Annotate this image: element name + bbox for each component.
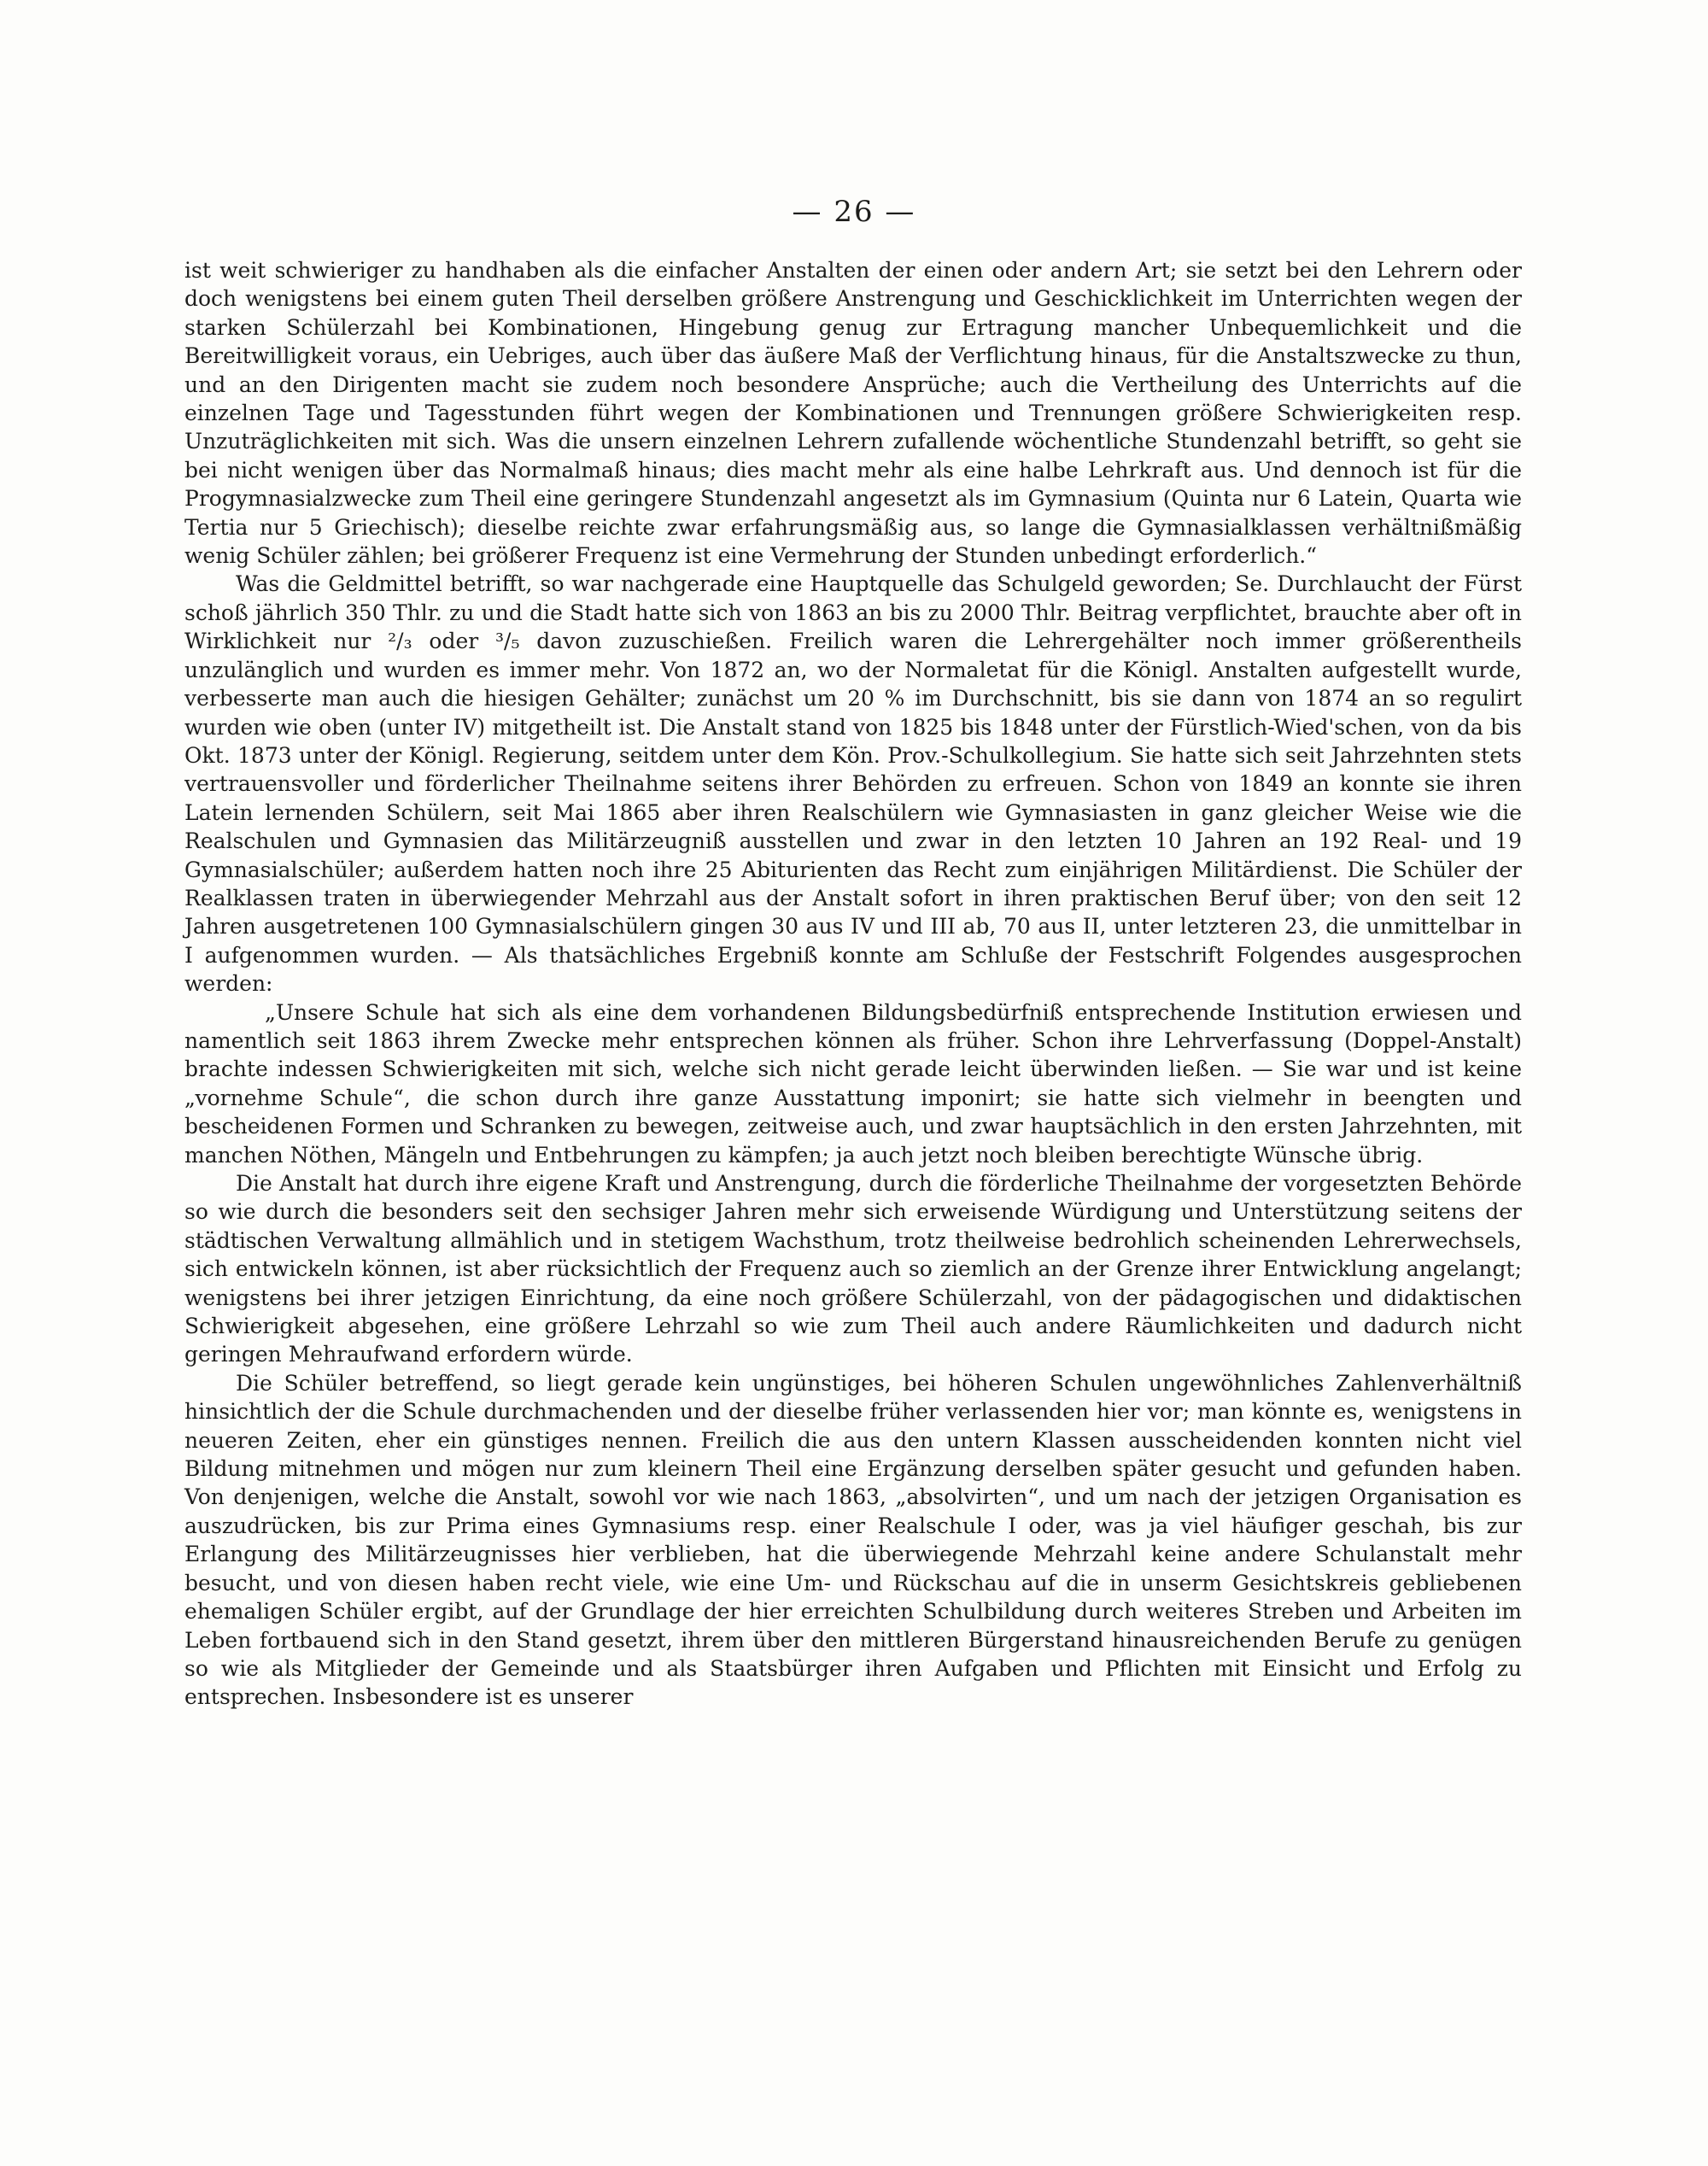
paragraph-continuation: ist weit schwieriger zu handhaben als die einfacher Anstalten der einen oder andern Art; sie setzt bei den Lehrern oder doch wenigstens bei einem guten Theil derselben größere Anstrengung und Geschicklichkeit im Unterrichten wegen der starken Schülerzahl bei Kombinationen, Hingebung genug zur Ertragung mancher Unbequemlichkeit und die Bereitwilligkeit voraus, ein Uebriges, auch über das äußere Maß der Verflichtung hinaus, für die Anstaltszwecke zu thun, und an den Dirigenten macht sie zudem noch besondere Ansprüche; auch die Vertheilung des Unterrichts auf die einzelnen Tage und Tagesstunden führt wegen der Kombinationen und Trennungen größere Schwierigkeiten resp. Unzuträglichkeiten mit sich. Was die unsern einzelnen Lehrern zufallende wöchentliche Stundenzahl betrifft, so geht sie bei nicht wenigen über das Normalmaß hinaus; dies macht mehr als eine halbe Lehrkraft aus. Und dennoch ist für die Progymnasialzwecke zum Theil eine geringere Stundenzahl angesetzt als im Gymnasium (Quinta nur 6 Latein, Quarta wie Tertia nur 5 Griechisch); dieselbe reichte zwar erfahrungsmäßig aus, so lange die Gymnasialklassen verhältnißmäßig wenig Schüler zählen; bei größerer Frequenz ist eine Vermehrung der Stunden unbedingt erforderlich.“ bbox=[184, 258, 1522, 569]
paragraph-development: Die Anstalt hat durch ihre eigene Kraft und Anstrengung, durch die förderliche Theilnahme der vorgesetzten Behörde so wie durch die besonders seit den sechsiger Jahren mehr sich erweisende Würdigung und Unterstützung seitens der städtischen Verwaltung allmählich und in stetigem Wachsthum, trotz theilweise bedrohlich scheinenden Lehrerwechsels, sich entwickeln können, ist aber rücksichtlich der Frequenz auch so ziemlich an der Grenze ihrer Entwicklung angelangt; wenigstens bei ihrer jetzigen Einrichtung, da eine noch größere Schülerzahl, von der pädagogischen und didaktischen Schwierigkeit abgesehen, eine größere Lehrzahl so wie zum Theil auch andere Räumlichkeiten und dadurch nicht geringen Mehraufwand erfordern würde. bbox=[184, 1171, 1522, 1367]
paragraph-finances: Was die Geldmittel betrifft, so war nachgerade eine Hauptquelle das Schulgeld geworden; Se. Durchlaucht der Fürst schoß jährlich 350 Thlr. zu und die Stadt hatte sich von 1863 an bis zu 2000 Thlr. Beitrag verpflichtet, brauchte aber oft in Wirklichkeit nur ²/₃ oder ³/₅ davon zuzuschießen. Freilich waren die Lehrergehälter noch immer größerentheils unzulänglich und wurden es immer mehr. Von 1872 an, wo der Normaletat für die Königl. Anstalten aufgestellt wurde, verbesserte man auch die hiesigen Gehälter; zunächst um 20 % im Durchschnitt, bis sie dann von 1874 an so regulirt wurden wie oben (unter IV) mitgetheilt ist. Die Anstalt stand von 1825 bis 1848 unter der Fürstlich-Wied'schen, von da bis Okt. 1873 unter der Königl. Regierung, seitdem unter dem Kön. Prov.-Schulkollegium. Sie hatte sich seit Jahrzehnten stets vertrauensvoller und förderlicher Theilnahme seitens ihrer Behörden zu erfreuen. Schon von 1849 an konnte sie ihren Latein lernenden Schülern, seit Mai 1865 aber ihren Realschülern wie Gymnasiasten in ganz gleicher Weise wie die Realschulen und Gymnasien das Militärzeugniß ausstellen und zwar in den letzten 10 Jahren an 192 Real- und 19 Gymnasialschüler; außerdem hatten noch ihre 25 Abiturienten das Recht zum einjährigen Militärdienst. Die Schüler der Realklassen traten in überwiegender Mehrzahl aus der Anstalt sofort in ihren praktischen Beruf über; von den seit 12 Jahren ausgetretenen 100 Gymnasialschülern gingen 30 aus IV und III ab, 70 aus II, unter letzteren 23, die unmittelbar in I aufgenommen wurden. — Als thatsächliches Ergebniß konnte am Schluße der Festschrift Folgendes ausgesprochen werden: bbox=[184, 571, 1522, 997]
body-text bbox=[184, 256, 1522, 1712]
paragraph-quote: „Unsere Schule hat sich als eine dem vorhandenen Bildungsbedürfniß entsprechende Institution erwiesen und namentlich seit 1863 ihrem Zwecke mehr entsprechen können als früher. Schon ihre Lehrverfassung (Doppel-Anstalt) brachte indessen Schwierigkeiten mit sich, welche sich nicht gerade leicht überwinden ließen. — Sie war und ist keine „vornehme Schule“, die schon durch ihre ganze Ausstattung imponirt; sie hatte sich vielmehr in beengten und bescheidenen Formen und Schranken zu bewegen, zeitweise auch, und zwar hauptsächlich in den ersten Jahrzehnten, mit manchen Nöthen, Mängeln und Entbehrungen zu kämpfen; ja auch jetzt noch bleiben berechtigte Wünsche übrig. bbox=[184, 999, 1522, 1168]
page-number: — 26 — bbox=[792, 195, 916, 229]
paragraph-students: Die Schüler betreffend, so liegt gerade kein ungünstiges, bei höheren Schulen ungewöhnliches Zahlenverhältniß hinsichtlich der die Schule durchmachenden und der dieselbe früher verlassenden hier vor; man könnte es, wenigstens in neueren Zeiten, eher ein günstiges nennen. Freilich die aus den untern Klassen ausscheidenden konnten nicht viel Bildung mitnehmen und mögen nur zum kleinern Theil eine Ergänzung derselben später gesucht und gefunden haben. Von denjenigen, welche die Anstalt, sowohl vor wie nach 1863, „absolvirten“, und um nach der jetzigen Organisation es auszudrücken, bis zur Prima eines Gymnasiums resp. einer Realschule I oder, was ja viel häufiger geschah, bis zur Erlangung des Militärzeugnisses hier verblieben, hat die überwiegende Mehrzahl keine andere Schulanstalt mehr besucht, und von diesen haben recht viele, wie eine Um- und Rückschau auf die in unserm Gesichtskreis gebliebenen ehemaligen Schüler ergibt, auf der Grundlage der hier erreichten Schulbildung durch weiteres Streben und Arbeiten im Leben fortbauend sich in den Stand gesetzt, ihrem über den mittleren Bürgerstand hinausreichenden Berufe zu genügen so wie als Mitglieder der Gemeinde und als Staatsbürger ihren Aufgaben und Pflichten mit Einsicht und Erfolg zu entsprechen. Insbesondere ist es unserer bbox=[184, 1370, 1522, 1710]
